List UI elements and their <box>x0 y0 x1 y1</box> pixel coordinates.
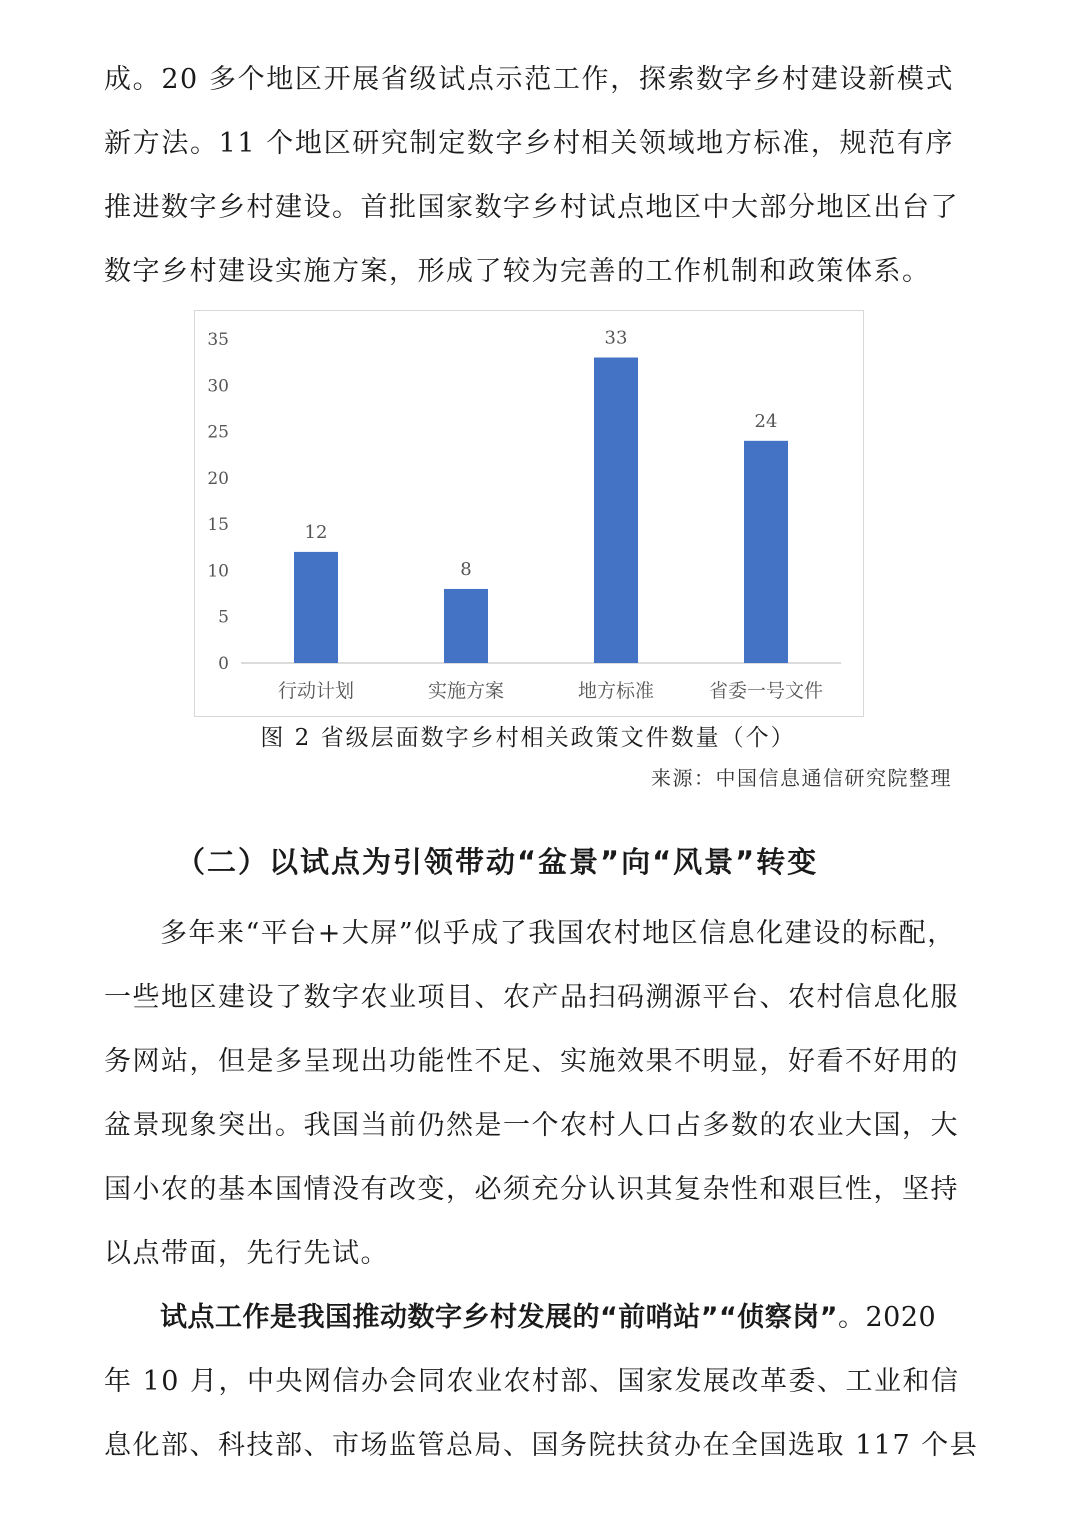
intro-line-4: 数字乡村建设实施方案，形成了较为完善的工作机制和政策体系。 <box>104 256 931 287</box>
bar-data-label: 33 <box>604 327 628 349</box>
x-category-label: 行动计划 <box>277 680 355 702</box>
bar-data-label: 24 <box>754 410 778 432</box>
para2-line-1: 多年来“平台+大屏”似乎成了我国农村地区信息化建设的标配， <box>160 918 956 949</box>
para3-line-3: 息化部、科技部、市场监管总局、国务院扶贫办在全国选取 117 个县 <box>104 1430 979 1461</box>
y-tick-label: 25 <box>207 422 229 443</box>
bar-chart-svg <box>195 311 863 716</box>
x-category-label: 地方标准 <box>577 680 655 702</box>
y-tick-label: 20 <box>207 468 229 489</box>
intro-line-2: 新方法。11 个地区研究制定数字乡村相关领域地方标准，规范有序 <box>104 128 954 159</box>
bar-4 <box>744 441 788 663</box>
y-tick-label: 15 <box>207 515 229 536</box>
para3-bold-lead: 试点工作是我国推动数字乡村发展的“前哨站”“侦察岗” <box>160 1302 838 1333</box>
para3-lead-tail: 。2020 <box>837 1302 937 1333</box>
bar-1 <box>294 552 338 663</box>
bar-data-label: 8 <box>460 558 472 580</box>
bar-chart <box>194 310 864 717</box>
y-tick-label: 0 <box>218 654 229 674</box>
section-heading: （二）以试点为引领带动“盆景”向“风景”转变 <box>176 845 819 879</box>
y-tick-label: 10 <box>207 561 229 582</box>
y-tick-label: 5 <box>218 607 229 628</box>
bar-3 <box>594 358 638 663</box>
x-category-label: 实施方案 <box>427 680 505 702</box>
para2-line-2: 一些地区建设了数字农业项目、农产品扫码溯源平台、农村信息化服 <box>104 982 959 1013</box>
bar-2 <box>444 589 488 663</box>
para2-line-4: 盆景现象突出。我国当前仍然是一个农村人口占多数的农业大国，大 <box>104 1110 959 1141</box>
para2-line-6: 以点带面，先行先试。 <box>104 1238 389 1269</box>
intro-line-3: 推进数字乡村建设。首批国家数字乡村试点地区中大部分地区出台了 <box>104 192 959 223</box>
intro-line-1: 成。20 多个地区开展省级试点示范工作，探索数字乡村建设新模式 <box>104 64 954 95</box>
bar-data-label: 12 <box>304 521 328 543</box>
figure-caption: 图 2 省级层面数字乡村相关政策文件数量（个） <box>260 725 796 751</box>
figure-source: 来源：中国信息通信研究院整理 <box>651 766 952 790</box>
y-tick-label: 30 <box>207 376 229 397</box>
x-category-label: 省委一号文件 <box>708 680 824 702</box>
y-tick-label: 35 <box>207 330 229 350</box>
para2-line-5: 国小农的基本国情没有改变，必须充分认识其复杂性和艰巨性，坚持 <box>104 1174 959 1205</box>
para3-line-2: 年 10 月，中央网信办会同农业农村部、国家发展改革委、工业和信 <box>104 1366 960 1397</box>
para2-line-3: 务网站，但是多呈现出功能性不足、实施效果不明显，好看不好用的 <box>104 1046 959 1077</box>
para3-line-1 <box>160 1300 954 1336</box>
